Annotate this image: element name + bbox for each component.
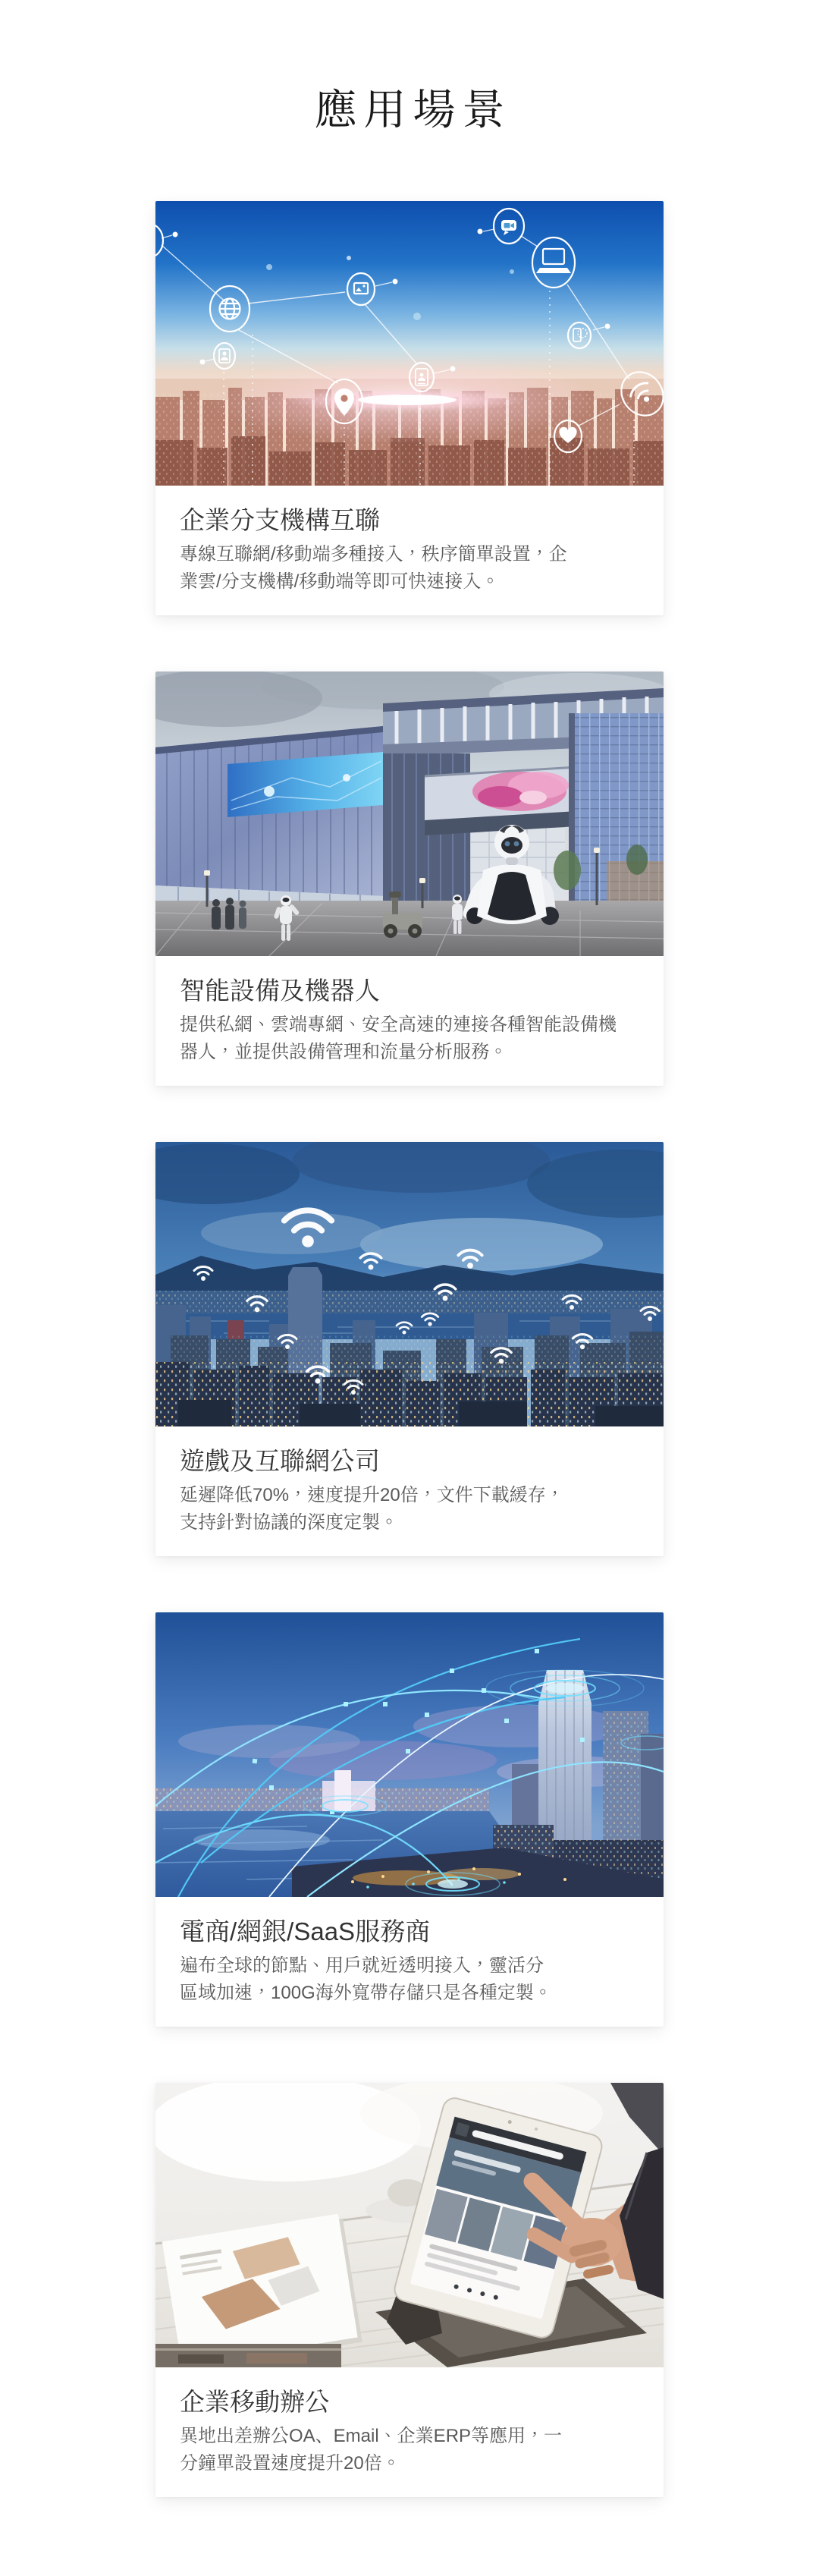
scenario-desc-line: 提供私網、雲端專網、安全高速的連接各種智能設備機 xyxy=(180,1014,617,1035)
scenario-desc-line: 異地出差辦公OA、Email、企業ERP等應用，一 xyxy=(180,2426,563,2446)
page-title: 應用場景 xyxy=(314,86,512,134)
scenario-desc-line: 區域加速，100G海外寬帶存儲只是各種定製。 xyxy=(180,1983,552,2003)
scenario-image-tablet-desk xyxy=(155,2083,664,2367)
scenario-image-robots-campus xyxy=(155,672,664,956)
right-glass-building xyxy=(569,713,664,918)
scenario-desc-line: 專線互聯網/移動端多種接入，秩序簡單設置，企 xyxy=(180,544,567,565)
scenario-desc-line: 遍布全球的節點、用戶就近透明接入，靈活分 xyxy=(180,1955,544,1976)
scenario-title: 智能設備及機器人 xyxy=(180,977,380,1005)
robots-campus-illustration xyxy=(155,672,664,956)
scenario-title: 遊戲及互聯網公司 xyxy=(180,1447,380,1475)
scenario-card-body xyxy=(155,1426,664,1556)
scenario-card-branch-interconnect xyxy=(155,201,664,615)
scenario-card-body xyxy=(155,2367,664,2497)
skyline-wifi-illustration xyxy=(155,1142,664,1426)
scenario-desc-line: 業雲/分支機構/移動端等即可快速接入。 xyxy=(180,571,500,592)
scenario-image-iot-city xyxy=(155,201,664,486)
scenario-desc-line: 延遲降低70%，速度提升20倍，文件下載緩存， xyxy=(180,1485,564,1505)
scenario-card-gaming-internet xyxy=(155,1142,664,1556)
scenario-desc-line: 支持針對協議的深度定製。 xyxy=(180,1512,398,1533)
scenario-title: 企業移動辦公 xyxy=(180,2388,330,2416)
scenario-card-body xyxy=(155,956,664,1086)
tablet-desk-illustration xyxy=(155,2083,664,2367)
scenario-image-skyline-wifi xyxy=(155,1142,664,1426)
scenario-card-ecommerce-saas xyxy=(155,1612,664,2027)
scenario-card-list xyxy=(155,201,664,2497)
scenario-card-mobile-office xyxy=(155,2083,664,2497)
scenario-title: 電商/網銀/SaaS服務商 xyxy=(180,1917,431,1945)
harbor-network-illustration xyxy=(155,1612,664,1897)
scenario-desc-line: 分鐘單設置速度提升20倍。 xyxy=(180,2453,400,2474)
scenario-image-harbor-network xyxy=(155,1612,664,1897)
scenario-title: 企業分支機構互聯 xyxy=(180,506,380,534)
scenario-card-smart-devices-robots xyxy=(155,672,664,1086)
main-glass-building xyxy=(155,726,383,923)
people-silhouettes xyxy=(212,898,246,929)
scenario-desc-line: 器人，並提供設備管理和流量分析服務。 xyxy=(180,1042,507,1062)
scenario-card-body xyxy=(155,486,664,615)
scenario-card-body xyxy=(155,1897,664,2027)
iot-city-illustration xyxy=(155,201,664,486)
tree xyxy=(554,851,581,890)
